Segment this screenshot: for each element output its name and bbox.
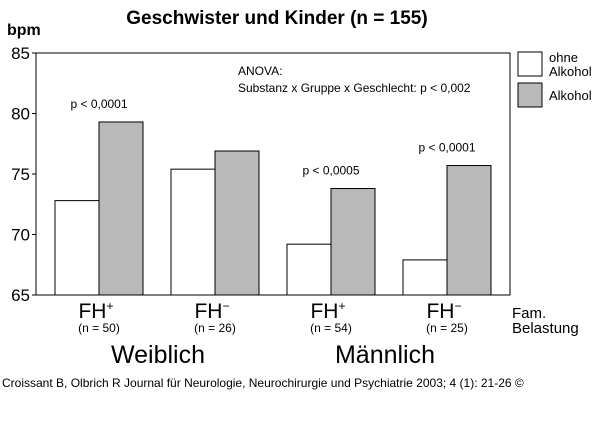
x-axis-label: Belastung: [512, 320, 579, 337]
anova-text: Substanz x Gruppe x Geschlecht: p < 0,002: [238, 81, 471, 95]
y-axis-label: bpm: [7, 22, 41, 39]
legend-label-ohne-alkohol-line2: Alkohol: [549, 64, 592, 79]
p-value-label: p < 0,0005: [302, 163, 360, 178]
bar-ohne-alkohol-3: [287, 244, 331, 295]
bar-ohne-alkohol-1: [55, 201, 99, 295]
category-label: FH−: [426, 299, 462, 323]
y-tick-label: 75: [11, 165, 30, 184]
legend-label-alkohol: Alkohol: [549, 88, 592, 103]
p-value-label: p < 0,0001: [70, 96, 128, 111]
category-n-label: (n = 54): [310, 321, 352, 335]
group-label-maennlich: Männlich: [334, 341, 436, 369]
y-tick-label: 70: [11, 225, 30, 245]
category-label: FH+: [310, 299, 346, 323]
category-n-label: (n = 26): [194, 321, 236, 335]
bar-ohne-alkohol-4: [403, 260, 447, 295]
legend-swatch-alkohol: [518, 83, 542, 107]
anova-title: ANOVA:: [238, 64, 283, 78]
x-axis-label: Fam.: [512, 305, 547, 322]
bar-ohne-alkohol-2: [171, 169, 215, 295]
bar-alkohol-2: [215, 151, 259, 295]
bar-alkohol-4: [447, 166, 491, 295]
category-n-label: (n = 25): [426, 321, 468, 335]
p-value-label: p < 0,0001: [418, 140, 476, 155]
category-n-label: (n = 50): [78, 321, 120, 335]
category-label: FH+: [78, 299, 114, 323]
citation: Croissant B, Olbrich R Journal für Neurologie, Neurochirurgie und Psychiatrie 2003; 4 (1): 21-26 ©: [2, 376, 524, 390]
category-label: FH−: [194, 299, 230, 323]
y-tick-label: 65: [11, 286, 30, 305]
group-label-weiblich: Weiblich: [110, 341, 206, 369]
legend-label-ohne-alkohol-line1: ohne: [549, 50, 578, 65]
y-tick-label: 85: [11, 44, 30, 63]
bar-alkohol-1: [99, 122, 143, 295]
y-tick-label: 80: [11, 104, 30, 124]
chart-title: Geschwister und Kinder (n = 155): [126, 8, 428, 29]
legend-swatch-ohne-alkohol: [518, 52, 542, 76]
bar-alkohol-3: [331, 189, 375, 295]
